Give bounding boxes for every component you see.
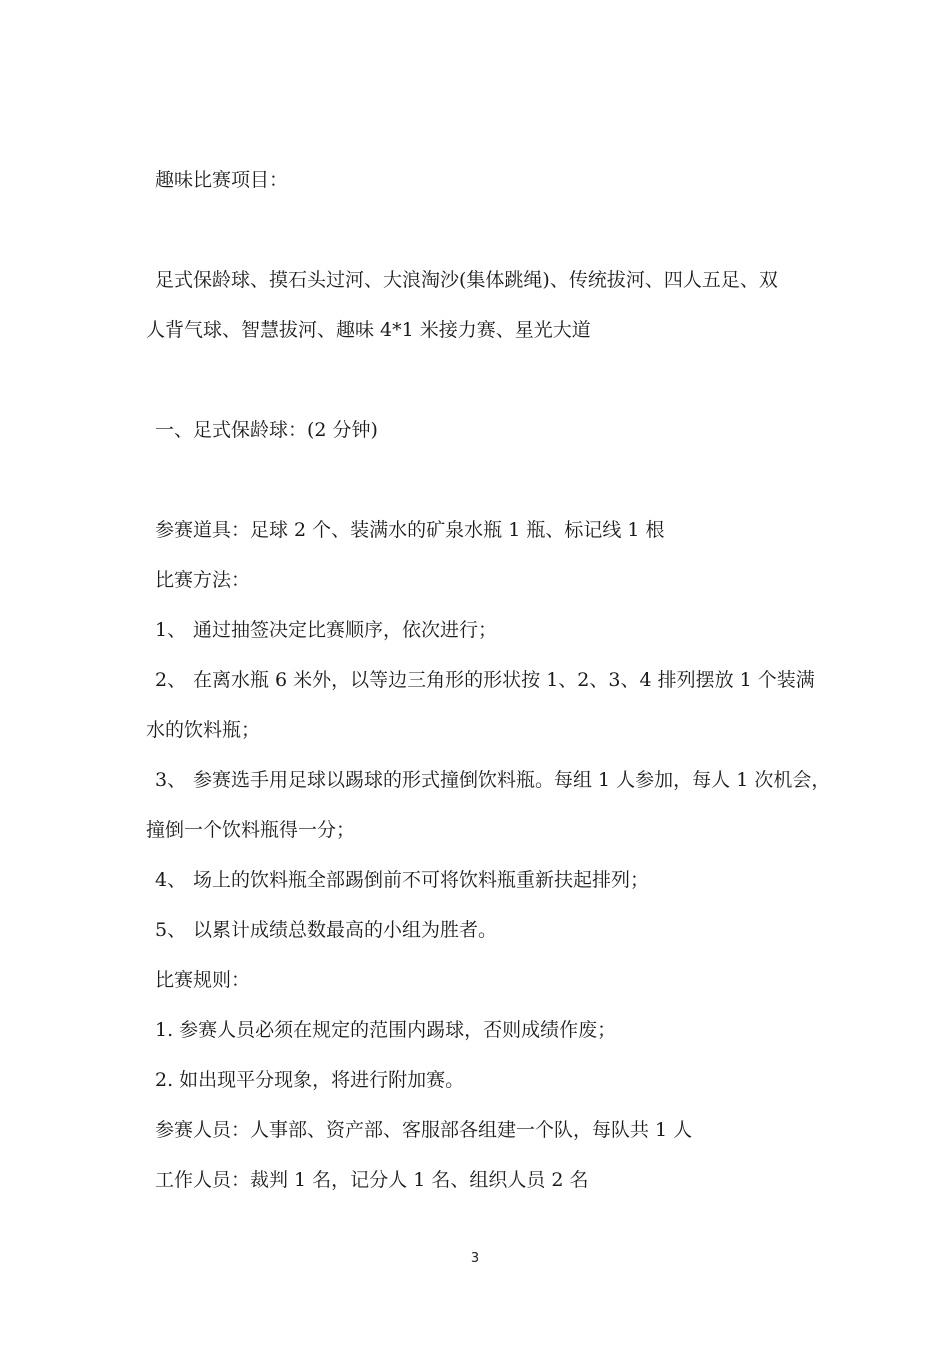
rules-item-1: 1. 参赛人员必须在规定的范围内踢球，否则成绩作废； — [155, 1019, 617, 1041]
method-item-number: 1、 — [155, 619, 187, 641]
method-item-text: 在离水瓶 6 米外，以等边三角形的形状按 1、2、3、4 排列摆放 1 个装满 — [193, 669, 815, 691]
method-item-3-continuation: 撞倒一个饮料瓶得一分； — [146, 819, 356, 841]
method-item-3 — [155, 768, 830, 792]
page-number: 3 — [470, 1251, 480, 1266]
method-item-text: 场上的饮料瓶全部踢倒前不可将饮料瓶重新扶起排列； — [193, 869, 650, 891]
method-title: 比赛方法： — [155, 569, 251, 591]
method-item-text: 以累计成绩总数最高的小组为胜者。 — [193, 919, 498, 941]
rules-item-2: 2. 如出现平分现象，将进行附加赛。 — [155, 1069, 465, 1091]
method-item-1 — [155, 618, 497, 642]
rules-title: 比赛规则： — [155, 969, 251, 991]
method-item-number: 3、 — [155, 769, 187, 791]
staff-line: 工作人员：裁判 1 名，记分人 1 名、组织人员 2 名 — [155, 1169, 589, 1191]
method-item-2 — [155, 668, 815, 692]
method-item-number: 4、 — [155, 869, 187, 891]
section-1-title: 一、足式保龄球：(2 分钟) — [155, 419, 378, 441]
heading-projects: 趣味比赛项目： — [155, 169, 289, 191]
method-item-5 — [155, 918, 497, 942]
projects-line-2: 人背气球、智慧拔河、趣味 4*1 米接力赛、星光大道 — [146, 319, 591, 341]
method-item-text: 通过抽签决定比赛顺序，依次进行； — [193, 619, 498, 641]
method-item-4 — [155, 868, 649, 892]
props-line: 参赛道具：足球 2 个、装满水的矿泉水瓶 1 瓶、标记线 1 根 — [155, 519, 665, 541]
method-item-number: 2、 — [155, 669, 187, 691]
method-item-2-continuation: 水的饮料瓶； — [146, 719, 261, 741]
method-item-text: 参赛选手用足球以踢球的形式撞倒饮料瓶。每组 1 人参加，每人 1 次机会， — [193, 769, 831, 791]
participants-line: 参赛人员：人事部、资产部、客服部各组建一个队，每队共 1 人 — [155, 1119, 693, 1141]
projects-line-1: 足式保龄球、摸石头过河、大浪淘沙(集体跳绳)、传统拔河、四人五足、双 — [155, 269, 778, 291]
method-item-number: 5、 — [155, 919, 187, 941]
